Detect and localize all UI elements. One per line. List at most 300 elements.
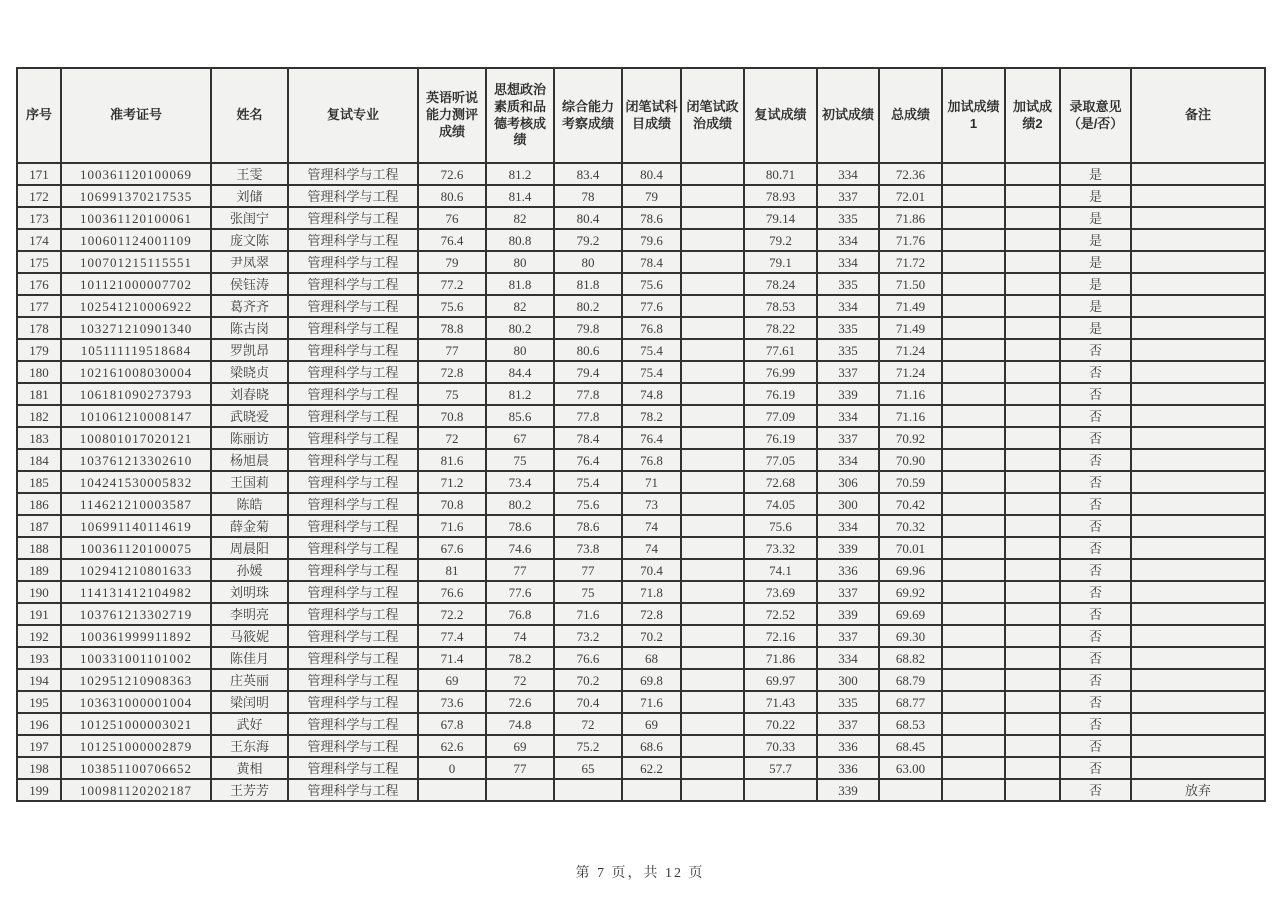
cell-bskm: 70.2: [622, 625, 681, 647]
cell-zh: 78: [554, 185, 622, 207]
cell-bz: [1131, 757, 1265, 779]
cell-zh: 79.8: [554, 317, 622, 339]
cell-yy: 62.6: [418, 735, 486, 757]
cell-sz: 74.6: [486, 537, 554, 559]
cell-fscj: 71.86: [744, 647, 817, 669]
cell-cscj: 335: [817, 691, 879, 713]
cell-lqyj: 否: [1060, 757, 1131, 779]
cell-sz: 85.6: [486, 405, 554, 427]
cell-yy: 76: [418, 207, 486, 229]
column-header-zh: 综合能力考察成绩: [554, 68, 622, 163]
cell-lqyj: 是: [1060, 317, 1131, 339]
cell-zcj: 72.01: [879, 185, 942, 207]
cell-fscj: 79.2: [744, 229, 817, 251]
cell-lqyj: 否: [1060, 427, 1131, 449]
cell-bskm: 69.8: [622, 669, 681, 691]
cell-bszz: [681, 713, 744, 735]
cell-xh: 185: [17, 471, 61, 493]
cell-bszz: [681, 295, 744, 317]
cell-zcj: 68.79: [879, 669, 942, 691]
cell-bszz: [681, 537, 744, 559]
cell-yy: 77.4: [418, 625, 486, 647]
cell-zcj: 70.42: [879, 493, 942, 515]
cell-bszz: [681, 515, 744, 537]
cell-zcj: [879, 779, 942, 801]
cell-bz: [1131, 295, 1265, 317]
cell-fscj: 79.1: [744, 251, 817, 273]
cell-zcj: 69.69: [879, 603, 942, 625]
column-header-sz: 思想政治素质和品德考核成绩: [486, 68, 554, 163]
cell-fszy: 管理科学与工程: [288, 757, 418, 779]
cell-bskm: 78.6: [622, 207, 681, 229]
cell-sz: 77: [486, 559, 554, 581]
cell-bszz: [681, 449, 744, 471]
cell-zcj: 63.00: [879, 757, 942, 779]
cell-bz: [1131, 361, 1265, 383]
cell-bskm: 69: [622, 713, 681, 735]
cell-bszz: [681, 779, 744, 801]
cell-zcj: 71.50: [879, 273, 942, 295]
cell-bszz: [681, 405, 744, 427]
cell-yy: 76.4: [418, 229, 486, 251]
cell-zcj: 71.76: [879, 229, 942, 251]
cell-zkzh: 104241530005832: [61, 471, 211, 493]
cell-zh: 70.4: [554, 691, 622, 713]
cell-xh: 191: [17, 603, 61, 625]
cell-lqyj: 否: [1060, 405, 1131, 427]
cell-bszz: [681, 185, 744, 207]
cell-bskm: 72.8: [622, 603, 681, 625]
cell-js1: [942, 295, 1005, 317]
column-header-bszz: 闭笔试政治成绩: [681, 68, 744, 163]
cell-bskm: 75.4: [622, 361, 681, 383]
cell-js1: [942, 361, 1005, 383]
cell-fscj: 57.7: [744, 757, 817, 779]
table-row: [17, 779, 1265, 801]
cell-xm: 王国莉: [211, 471, 288, 493]
cell-fscj: 76.19: [744, 383, 817, 405]
cell-bz: [1131, 251, 1265, 273]
cell-cscj: 336: [817, 559, 879, 581]
cell-zcj: 71.16: [879, 383, 942, 405]
cell-sz: 77: [486, 757, 554, 779]
cell-bz: [1131, 537, 1265, 559]
cell-fscj: 74.1: [744, 559, 817, 581]
cell-js2: [1005, 735, 1060, 757]
cell-zcj: 68.45: [879, 735, 942, 757]
cell-xh: 197: [17, 735, 61, 757]
cell-zcj: 69.30: [879, 625, 942, 647]
cell-zcj: 69.92: [879, 581, 942, 603]
cell-js1: [942, 405, 1005, 427]
cell-bz: [1131, 691, 1265, 713]
cell-cscj: 335: [817, 339, 879, 361]
cell-zcj: 70.32: [879, 515, 942, 537]
cell-bskm: 78.4: [622, 251, 681, 273]
cell-fszy: 管理科学与工程: [288, 603, 418, 625]
cell-bz: [1131, 383, 1265, 405]
cell-yy: 0: [418, 757, 486, 779]
cell-xh: 181: [17, 383, 61, 405]
cell-js2: [1005, 273, 1060, 295]
cell-js2: [1005, 713, 1060, 735]
cell-yy: 79: [418, 251, 486, 273]
cell-fszy: 管理科学与工程: [288, 691, 418, 713]
cell-yy: 77.2: [418, 273, 486, 295]
cell-zh: 72: [554, 713, 622, 735]
cell-xh: 173: [17, 207, 61, 229]
cell-xh: 187: [17, 515, 61, 537]
cell-zh: 76.6: [554, 647, 622, 669]
column-header-fscj: 复试成绩: [744, 68, 817, 163]
cell-cscj: 334: [817, 251, 879, 273]
cell-js1: [942, 757, 1005, 779]
cell-zkzh: 101121000007702: [61, 273, 211, 295]
cell-js2: [1005, 537, 1060, 559]
cell-bz: [1131, 471, 1265, 493]
cell-xm: 梁闰明: [211, 691, 288, 713]
cell-cscj: 337: [817, 713, 879, 735]
cell-zkzh: 101251000002879: [61, 735, 211, 757]
cell-xh: 184: [17, 449, 61, 471]
cell-zkzh: 103271210901340: [61, 317, 211, 339]
cell-js1: [942, 735, 1005, 757]
cell-lqyj: 是: [1060, 163, 1131, 185]
cell-bskm: 76.8: [622, 317, 681, 339]
cell-zkzh: 103761213302719: [61, 603, 211, 625]
table-row: [17, 427, 1265, 449]
cell-bszz: [681, 559, 744, 581]
cell-lqyj: 否: [1060, 537, 1131, 559]
table-row: [17, 647, 1265, 669]
cell-sz: 84.4: [486, 361, 554, 383]
cell-cscj: 306: [817, 471, 879, 493]
cell-bszz: [681, 427, 744, 449]
cell-bz: [1131, 625, 1265, 647]
cell-js1: [942, 625, 1005, 647]
cell-zkzh: 101251000003021: [61, 713, 211, 735]
table-row: [17, 449, 1265, 471]
cell-zcj: 72.36: [879, 163, 942, 185]
cell-fscj: 78.22: [744, 317, 817, 339]
cell-zcj: 71.72: [879, 251, 942, 273]
cell-sz: 67: [486, 427, 554, 449]
cell-xh: 175: [17, 251, 61, 273]
cell-sz: 74.8: [486, 713, 554, 735]
cell-js1: [942, 273, 1005, 295]
cell-js2: [1005, 207, 1060, 229]
cell-bz: [1131, 581, 1265, 603]
cell-cscj: 337: [817, 427, 879, 449]
cell-zh: 81.8: [554, 273, 622, 295]
cell-bz: [1131, 427, 1265, 449]
cell-zcj: 70.59: [879, 471, 942, 493]
cell-cscj: 334: [817, 515, 879, 537]
table-row: [17, 383, 1265, 405]
cell-fscj: 79.14: [744, 207, 817, 229]
cell-zh: 80.2: [554, 295, 622, 317]
cell-zh: 75.4: [554, 471, 622, 493]
cell-sz: 69: [486, 735, 554, 757]
cell-xm: 侯钰涛: [211, 273, 288, 295]
cell-xh: 194: [17, 669, 61, 691]
cell-zh: 75.2: [554, 735, 622, 757]
cell-js2: [1005, 339, 1060, 361]
cell-cscj: 334: [817, 295, 879, 317]
cell-fszy: 管理科学与工程: [288, 339, 418, 361]
cell-yy: 72.8: [418, 361, 486, 383]
cell-bz: [1131, 713, 1265, 735]
cell-fscj: [744, 779, 817, 801]
cell-cscj: 337: [817, 361, 879, 383]
cell-zkzh: 100981120202187: [61, 779, 211, 801]
cell-xh: 178: [17, 317, 61, 339]
cell-zh: 71.6: [554, 603, 622, 625]
cell-fszy: 管理科学与工程: [288, 273, 418, 295]
cell-cscj: 334: [817, 163, 879, 185]
cell-fszy: 管理科学与工程: [288, 317, 418, 339]
cell-bskm: 74: [622, 537, 681, 559]
table-row: [17, 295, 1265, 317]
cell-sz: 74: [486, 625, 554, 647]
cell-sz: 78.2: [486, 647, 554, 669]
cell-fscj: 74.05: [744, 493, 817, 515]
cell-xh: 182: [17, 405, 61, 427]
cell-sz: 80.2: [486, 317, 554, 339]
cell-xm: 陈佳月: [211, 647, 288, 669]
cell-cscj: 335: [817, 207, 879, 229]
cell-xh: 190: [17, 581, 61, 603]
cell-bz: [1131, 603, 1265, 625]
cell-fszy: 管理科学与工程: [288, 163, 418, 185]
cell-xm: 周晨阳: [211, 537, 288, 559]
cell-lqyj: 否: [1060, 647, 1131, 669]
cell-fscj: 80.71: [744, 163, 817, 185]
cell-bz: [1131, 339, 1265, 361]
table-row: [17, 273, 1265, 295]
cell-js2: [1005, 405, 1060, 427]
cell-bszz: [681, 581, 744, 603]
cell-bszz: [681, 493, 744, 515]
column-header-fszy: 复试专业: [288, 68, 418, 163]
cell-js2: [1005, 515, 1060, 537]
cell-bskm: 73: [622, 493, 681, 515]
cell-yy: 71.6: [418, 515, 486, 537]
cell-js1: [942, 251, 1005, 273]
cell-zh: 70.2: [554, 669, 622, 691]
cell-fszy: 管理科学与工程: [288, 405, 418, 427]
cell-zkzh: 100331001101002: [61, 647, 211, 669]
cell-fszy: 管理科学与工程: [288, 251, 418, 273]
cell-xh: 189: [17, 559, 61, 581]
cell-cscj: 334: [817, 405, 879, 427]
cell-lqyj: 否: [1060, 493, 1131, 515]
cell-js2: [1005, 449, 1060, 471]
cell-xh: 186: [17, 493, 61, 515]
cell-js2: [1005, 669, 1060, 691]
cell-sz: 75: [486, 449, 554, 471]
table-header: [17, 68, 1265, 163]
cell-bszz: [681, 757, 744, 779]
cell-zh: 73.2: [554, 625, 622, 647]
cell-sz: 81.2: [486, 383, 554, 405]
cell-yy: 71.2: [418, 471, 486, 493]
cell-fszy: 管理科学与工程: [288, 383, 418, 405]
column-header-js2: 加试成绩2: [1005, 68, 1060, 163]
cell-xm: 黄相: [211, 757, 288, 779]
cell-xm: 薛金菊: [211, 515, 288, 537]
cell-js1: [942, 163, 1005, 185]
cell-lqyj: 否: [1060, 559, 1131, 581]
cell-js2: [1005, 559, 1060, 581]
cell-fscj: 72.16: [744, 625, 817, 647]
cell-bskm: 75.4: [622, 339, 681, 361]
cell-bz: 放弃: [1131, 779, 1265, 801]
cell-zcj: 71.49: [879, 317, 942, 339]
cell-bszz: [681, 251, 744, 273]
cell-fszy: 管理科学与工程: [288, 295, 418, 317]
cell-zh: 75.6: [554, 493, 622, 515]
cell-sz: [486, 779, 554, 801]
cell-lqyj: 是: [1060, 229, 1131, 251]
results-sheet: [16, 67, 1264, 802]
cell-fscj: 70.33: [744, 735, 817, 757]
cell-js2: [1005, 647, 1060, 669]
cell-fszy: 管理科学与工程: [288, 669, 418, 691]
cell-cscj: 334: [817, 449, 879, 471]
table-row: [17, 185, 1265, 207]
cell-zh: 75: [554, 581, 622, 603]
cell-cscj: 335: [817, 273, 879, 295]
cell-lqyj: 否: [1060, 471, 1131, 493]
cell-cscj: 339: [817, 537, 879, 559]
table-row: [17, 515, 1265, 537]
cell-zcj: 68.77: [879, 691, 942, 713]
table-row: [17, 163, 1265, 185]
cell-sz: 80: [486, 251, 554, 273]
cell-bskm: 75.6: [622, 273, 681, 295]
cell-zh: 73.8: [554, 537, 622, 559]
table-row: [17, 713, 1265, 735]
cell-js2: [1005, 757, 1060, 779]
cell-zkzh: 106991140114619: [61, 515, 211, 537]
cell-sz: 72: [486, 669, 554, 691]
cell-js2: [1005, 471, 1060, 493]
cell-zkzh: 105111119518684: [61, 339, 211, 361]
cell-js1: [942, 207, 1005, 229]
cell-xh: 183: [17, 427, 61, 449]
cell-js2: [1005, 779, 1060, 801]
cell-yy: 70.8: [418, 405, 486, 427]
cell-xh: 171: [17, 163, 61, 185]
cell-xh: 177: [17, 295, 61, 317]
cell-fscj: 78.93: [744, 185, 817, 207]
cell-zcj: 71.24: [879, 339, 942, 361]
cell-fscj: 73.69: [744, 581, 817, 603]
cell-js1: [942, 471, 1005, 493]
cell-sz: 82: [486, 295, 554, 317]
cell-fscj: 70.22: [744, 713, 817, 735]
table-row: [17, 471, 1265, 493]
cell-js2: [1005, 493, 1060, 515]
cell-sz: 72.6: [486, 691, 554, 713]
cell-js1: [942, 383, 1005, 405]
cell-lqyj: 是: [1060, 185, 1131, 207]
cell-fszy: 管理科学与工程: [288, 515, 418, 537]
cell-xm: 葛齐齐: [211, 295, 288, 317]
cell-bskm: [622, 779, 681, 801]
cell-fszy: 管理科学与工程: [288, 779, 418, 801]
cell-lqyj: 否: [1060, 515, 1131, 537]
cell-js1: [942, 427, 1005, 449]
cell-xh: 195: [17, 691, 61, 713]
cell-bskm: 76.8: [622, 449, 681, 471]
cell-zh: 65: [554, 757, 622, 779]
cell-bskm: 62.2: [622, 757, 681, 779]
cell-bszz: [681, 669, 744, 691]
cell-fszy: 管理科学与工程: [288, 559, 418, 581]
cell-yy: 80.6: [418, 185, 486, 207]
table-row: [17, 361, 1265, 383]
cell-js1: [942, 581, 1005, 603]
cell-bszz: [681, 471, 744, 493]
cell-xh: 179: [17, 339, 61, 361]
cell-xh: 193: [17, 647, 61, 669]
table-row: [17, 229, 1265, 251]
cell-lqyj: 否: [1060, 669, 1131, 691]
cell-zcj: 71.49: [879, 295, 942, 317]
cell-fszy: 管理科学与工程: [288, 185, 418, 207]
cell-zkzh: 100361120100075: [61, 537, 211, 559]
table-row: [17, 405, 1265, 427]
cell-js1: [942, 229, 1005, 251]
cell-fszy: 管理科学与工程: [288, 581, 418, 603]
cell-zkzh: 100361120100069: [61, 163, 211, 185]
cell-bz: [1131, 163, 1265, 185]
cell-zh: 76.4: [554, 449, 622, 471]
column-header-xm: 姓名: [211, 68, 288, 163]
cell-bszz: [681, 229, 744, 251]
cell-js2: [1005, 229, 1060, 251]
cell-fszy: 管理科学与工程: [288, 537, 418, 559]
column-header-xh: 序号: [17, 68, 61, 163]
cell-sz: 77.6: [486, 581, 554, 603]
cell-js2: [1005, 163, 1060, 185]
cell-fscj: 76.19: [744, 427, 817, 449]
cell-bz: [1131, 515, 1265, 537]
cell-js1: [942, 339, 1005, 361]
cell-bskm: 74: [622, 515, 681, 537]
cell-lqyj: 否: [1060, 603, 1131, 625]
cell-yy: 72.6: [418, 163, 486, 185]
cell-xm: 庞文陈: [211, 229, 288, 251]
cell-cscj: 339: [817, 383, 879, 405]
cell-xh: 180: [17, 361, 61, 383]
cell-cscj: 339: [817, 779, 879, 801]
cell-bszz: [681, 273, 744, 295]
cell-lqyj: 否: [1060, 383, 1131, 405]
cell-zkzh: 103851100706652: [61, 757, 211, 779]
cell-zh: 78.4: [554, 427, 622, 449]
cell-fscj: 77.09: [744, 405, 817, 427]
column-header-cscj: 初试成绩: [817, 68, 879, 163]
cell-bz: [1131, 405, 1265, 427]
cell-bz: [1131, 559, 1265, 581]
cell-bskm: 79.6: [622, 229, 681, 251]
cell-bszz: [681, 339, 744, 361]
cell-yy: 70.8: [418, 493, 486, 515]
cell-zkzh: 101061210008147: [61, 405, 211, 427]
